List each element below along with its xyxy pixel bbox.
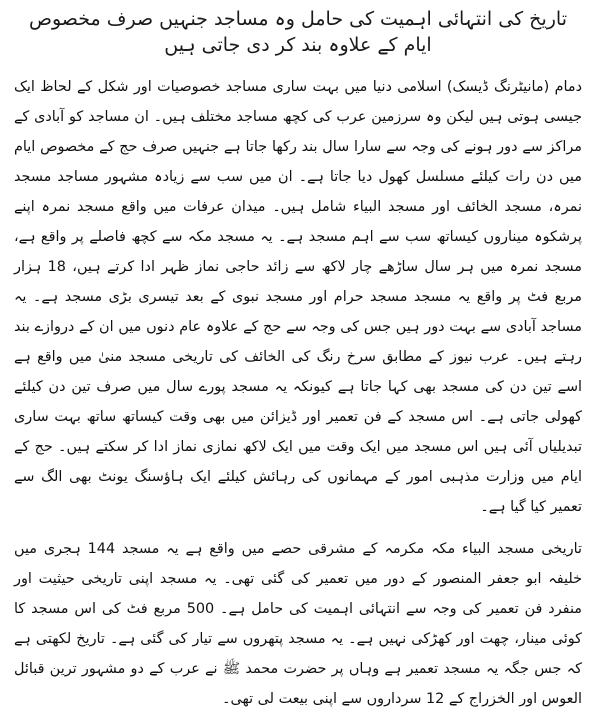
article-paragraph-1: دمام (مانیٹرنگ ڈیسک) اسلامی دنیا میں بہت ساری مساجد خصوصیات اور شکل کے لحاظ ایک جیسی ہوتی ہیں لیکن وہ سرزمین عرب کی کچھ مساجد مختلف ہیں۔ ان مساجد کو آبادی کے مراکز سے دور ہونے کی وجہ سے سارا سال بند رکھا جاتا ہے جنہیں صرف حج کے مخصوص ایام میں دن رات کیلئے مسلسل کھول دیا جاتا ہے۔ ان میں سب سے زیادہ مشہور مساجد مسجد نمرہ، مسجد الخائف اور مسجد البیاء شامل ہیں۔ میدان عرفات میں واقع مسجد نمرہ اپنے پرشکوہ میناروں کیساتھ سب سے اہم مسجد ہے۔ یہ مسجد مکہ سے کچھ فاصلے پر واقع ہے، مسجد نمرہ میں ہر سال ساڑھے چار لاکھ سے زائد حاجی نماز ظہر ادا کرتے ہیں، 18 ہزار مربع فٹ پر واقع یہ مسجد مسجد حرام اور مسجد نبوی کے بعد تیسری بڑی مسجد ہے۔ یہ مساجد آبادی سے بہت دور ہیں جس کی وجہ سے حج کے علاوہ عام دنوں میں ان کے دروازے بند رہتے ہیں۔ عرب نیوز کے مطابق سرخ رنگ کی الخائف کی تاریخی مسجد منیٰ میں واقع ہے اسے تین دن کی مسجد بھی کہا جاتا ہے کیونکہ یہ مسجد پورے سال میں صرف تین دن کیلئے کھولی جاتی ہے۔ اس مسجد کے فن تعمیر اور ڈیزائن میں بھی وقت کیساتھ ساتھ بہت ساری تبدیلیاں آئی ہیں اس مسجد میں ایک وقت میں ایک لاکھ نمازی نماز ادا کر سکتے ہیں۔ حج کے ایام میں وزارت مذہبی امور کے مہمانوں کی رہائش کیلئے ایک ہاؤسنگ یونٹ بھی الگ سے تعمیر کیا گیا ہے۔	[14, 79, 582, 515]
article-paragraph-2: تاریخی مسجد البیاء مکہ مکرمہ کے مشرقی حصے میں واقع ہے یہ مسجد 144 ہجری میں خلیفہ ابو جعفر المنصور کے دور میں تعمیر کی گئی تھی۔ یہ مسجد اپنی تاریخی حیثیت اور منفرد فن تعمیر کی وجہ سے انتہائی اہمیت کی حامل ہے۔ 500 مربع فٹ کی اس مسجد کا کوئی مینار، چھت اور کھڑکی نہیں ہے۔ یہ مسجد پتھروں سے تیار کی گئی ہے۔ تاریخ لکھتی ہے کہ جس جگہ یہ مسجد تعمیر ہے وہاں پر حضرت محمد ﷺ نے عرب کے دو مشہور ترین قبائل العوس اور الخزراج کے 12 سرداروں سے اپنی بیعت لی تھی۔	[14, 541, 582, 707]
article-title: تاریخ کی انتہائی اہمیت کی حامل وہ مساجد جنہیں صرف مخصوص ایام کے علاوہ بند کر دی جاتی ہیں	[29, 8, 567, 56]
